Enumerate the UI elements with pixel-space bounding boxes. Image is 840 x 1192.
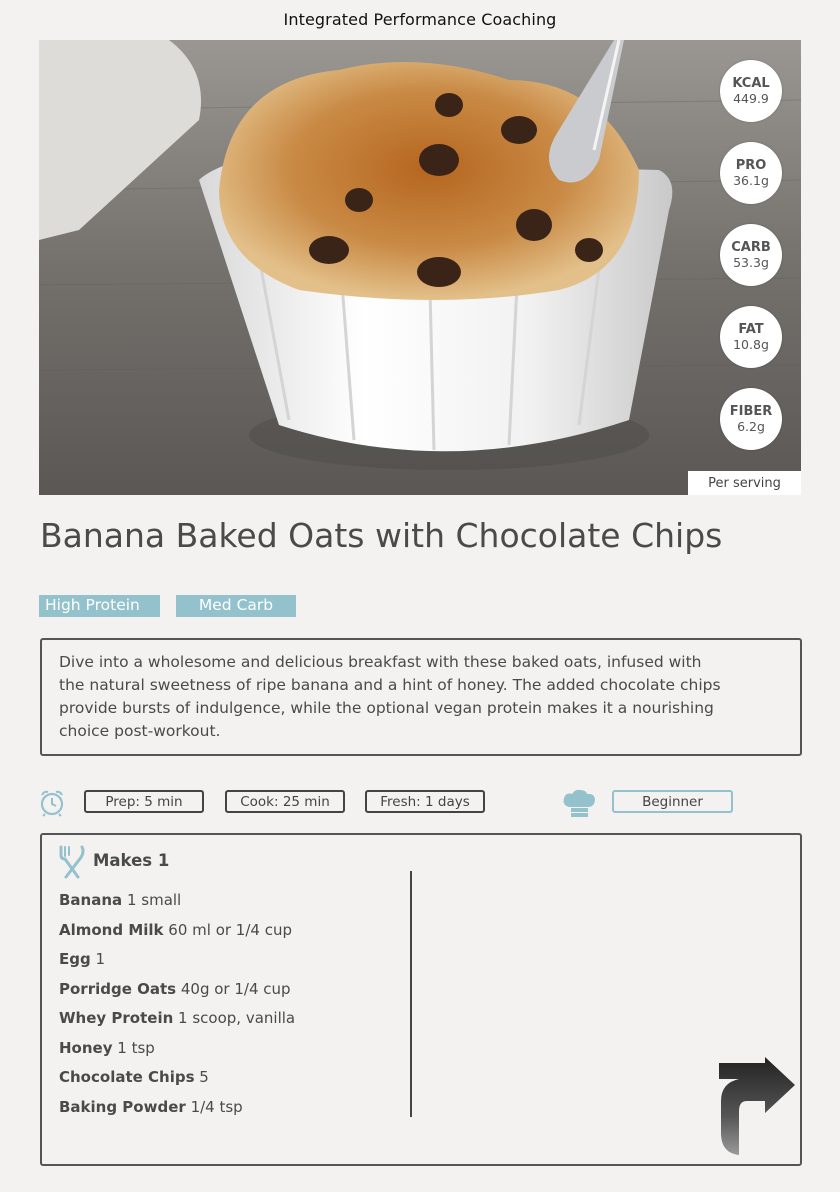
ingredient-row xyxy=(59,950,295,980)
brand-logo-icon xyxy=(717,1057,797,1157)
description-line: provide bursts of indulgence, while the optional vegan protein makes it a nourishing xyxy=(59,699,714,717)
ingredient-name: Honey xyxy=(59,1038,113,1057)
description-line: Dive into a wholesome and delicious breakfast with these baked oats, infused with xyxy=(59,653,702,671)
macro-fiber-value: 6.2g xyxy=(737,419,765,434)
macro-kcal xyxy=(720,60,782,122)
ingredient-row xyxy=(59,1068,295,1098)
prep-time-pill: Prep: 5 min xyxy=(84,790,204,813)
fresh-time-pill: Fresh: 1 days xyxy=(365,790,485,813)
ingredient-qty: 1 scoop, vanilla xyxy=(178,1009,296,1027)
ingredient-qty: 1/4 tsp xyxy=(190,1097,243,1116)
macro-fat-value: 10.8g xyxy=(733,337,769,352)
ingredient-name: Whey Protein xyxy=(59,1009,174,1027)
recipe-title: Banana Baked Oats with Chocolate Chips xyxy=(40,516,723,555)
ingredient-name: Baking Powder xyxy=(59,1097,186,1116)
macro-fat xyxy=(720,306,782,368)
macro-protein-value: 36.1g xyxy=(733,173,769,188)
ingredient-name: Banana xyxy=(59,891,123,909)
macro-carb xyxy=(720,224,782,286)
ingredient-qty: 60 ml or 1/4 cup xyxy=(168,920,292,939)
ingredient-row xyxy=(59,891,295,921)
column-divider xyxy=(410,871,412,1117)
ingredient-qty: 1 small xyxy=(126,891,182,909)
per-serving-label: Per serving xyxy=(688,471,801,495)
macro-kcal-label: KCAL xyxy=(732,76,770,91)
ingredient-name: Almond Milk xyxy=(59,920,164,939)
macro-carb-value: 53.3g xyxy=(733,255,769,270)
macro-carb-label: CARB xyxy=(731,240,771,255)
ingredient-list xyxy=(59,891,295,1127)
ingredient-row xyxy=(59,1098,295,1128)
ingredient-qty: 5 xyxy=(199,1068,209,1086)
chef-hat-icon xyxy=(562,789,596,819)
macro-protein xyxy=(720,142,782,204)
macro-kcal-value: 449.9 xyxy=(733,91,769,106)
recipe-photo-illustration xyxy=(39,40,801,495)
brand-title: Integrated Performance Coaching xyxy=(283,10,557,29)
ingredient-row xyxy=(59,1009,295,1039)
description-line: the natural sweetness of ripe banana and a hint of honey. The added chocolate chips xyxy=(59,676,721,694)
ingredient-name: Chocolate Chips xyxy=(59,1068,195,1086)
ingredient-name: Egg xyxy=(59,950,91,968)
macro-fiber xyxy=(720,388,782,450)
ingredient-row xyxy=(59,980,295,1010)
ingredient-row xyxy=(59,1039,295,1069)
recipe-photo xyxy=(39,40,801,495)
ingredient-qty: 1 xyxy=(95,950,106,968)
ingredient-name: Porridge Oats xyxy=(59,979,177,998)
macro-protein-label: PRO xyxy=(735,158,767,173)
recipe-description xyxy=(40,638,802,756)
description-line: choice post-workout. xyxy=(59,722,221,740)
cook-time-pill: Cook: 25 min xyxy=(225,790,345,813)
ingredient-qty: 1 tsp xyxy=(117,1038,155,1057)
tag-med-carb: Med Carb xyxy=(176,595,296,617)
tag-high-protein: High Protein xyxy=(39,595,160,617)
macro-fiber-label: FIBER xyxy=(729,404,773,419)
makes-servings: Makes 1 xyxy=(93,851,170,870)
macro-fat-label: FAT xyxy=(738,322,764,337)
difficulty-level-pill: Beginner xyxy=(612,790,733,813)
alarm-clock-icon xyxy=(39,789,65,817)
fork-knife-icon xyxy=(58,845,86,879)
ingredient-qty: 40g or 1/4 cup xyxy=(180,979,291,998)
ingredient-row xyxy=(59,921,295,951)
